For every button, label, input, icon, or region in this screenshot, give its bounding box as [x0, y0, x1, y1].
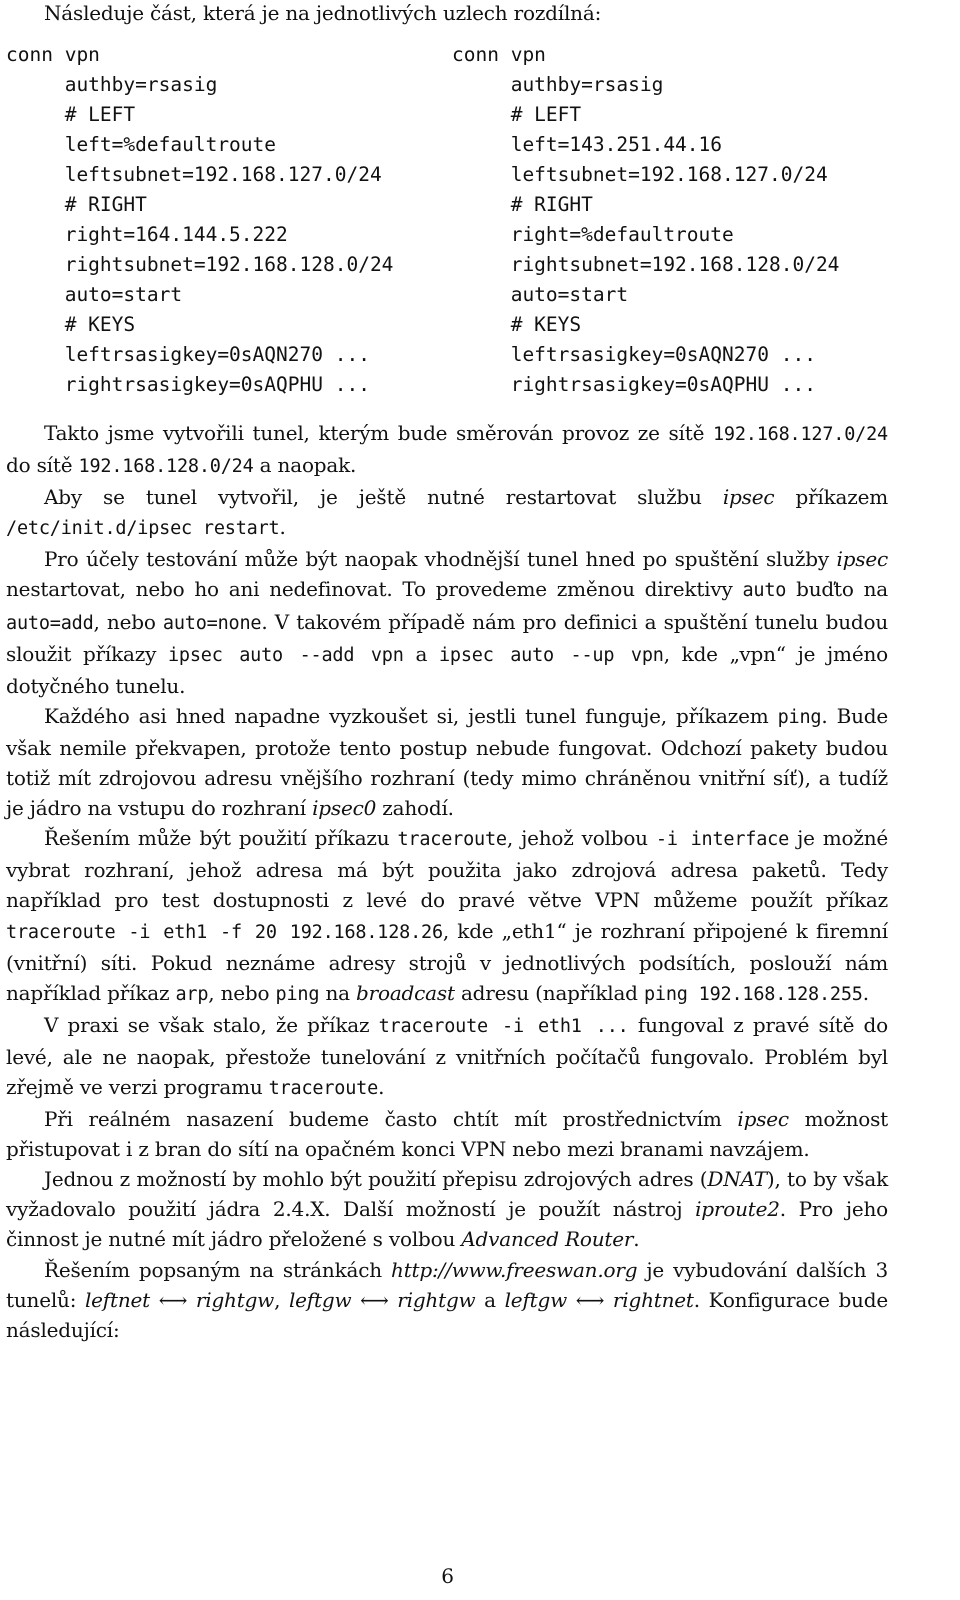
- paragraph-testing: Pro účely testování může být naopak vhodnější tunel hned po spuštění služby ipsec nestartovat, nebo ho ani nedefinovat. To provedeme změnou direktivy auto buďto na auto=add, nebo auto=none. V takovém případě nám pro definici a spuštění tunelu budou sloužit příkazy ipsec auto --add vpn a ipsec auto --up vpn, kde „vpn“ je jméno dotyčného tunelu.: [6, 547, 888, 698]
- paragraph-gateway-access: Při reálném nasazení budeme často chtít mít prostřednictvím ipsec možnost přistupovat i z bran do sítí na opačném konci VPN nebo mezi branami navzájem.: [6, 1107, 889, 1162]
- body-text: [6, 418, 888, 1345]
- paragraph-traceroute: Řešením může být použití příkazu traceroute, jehož volbou -i interface je možné vybrat rozhraní, jehož adresa má být použita jako zdrojová adresa paketů. Tedy například pro test dostupnosti z levé do pravé větve VPN můžeme použít příkaz traceroute -i eth1 -f 20 192.168.128.26, kde „eth1“ je rozhraní připojené k firemní (vnitřní) síti. Pokud neznáme adresy strojů v jednotlivých podsítích, poslouží nám například příkaz arp, nebo ping na broadcast adresu (například ping 192.168.128.255.: [6, 826, 889, 1005]
- config-left-listing: [6, 40, 393, 400]
- config-right-line: # RIGHT: [452, 193, 593, 216]
- config-right-line: rightrsasigkey=0sAQPHU ...: [452, 373, 816, 396]
- paragraph-practice: V praxi se však stalo, že příkaz traceroute -i eth1 ... fungoval z pravé sítě do levé, ale ne naopak, přestože tunelování z vnitřních počítačů fungovalo. Problém byl zřejmě ve verzi programu traceroute.: [6, 1012, 888, 1099]
- paragraph-three-tunnels: Řešením popsaným na stránkách http://www.freeswan.org je vybudování dalších 3 tunelů: leftnet ⟷ rightgw, leftgw ⟷ rightgw a leftgw ⟷ rightnet. Konfigurace bude následující:: [6, 1257, 888, 1342]
- long-arrow-icon: ⟷: [351, 1287, 398, 1312]
- config-left-line: rightsubnet=192.168.128.0/24: [6, 253, 394, 276]
- config-left-line: auto=start: [6, 283, 183, 306]
- paragraph-tunnel-created: Takto jsme vytvořili tunel, kterým bude směrován provoz ze sítě 192.168.127.0/24 do sítě 192.168.128.0/24 a naopak.: [6, 421, 888, 478]
- config-left-line: rightrsasigkey=0sAQPHU ...: [6, 373, 370, 396]
- config-right-line: conn vpn: [452, 43, 546, 66]
- config-left-line: authby=rsasig: [6, 73, 218, 96]
- config-left-line: # KEYS: [6, 313, 136, 336]
- config-right-line: # LEFT: [452, 103, 582, 126]
- config-left-line: right=164.144.5.222: [6, 223, 288, 246]
- config-right-line: auto=start: [452, 283, 629, 306]
- config-right-line: authby=rsasig: [452, 73, 664, 96]
- config-right-line: rightsubnet=192.168.128.0/24: [452, 253, 840, 276]
- config-left-line: # LEFT: [6, 103, 136, 126]
- long-arrow-icon: ⟷: [567, 1287, 613, 1312]
- config-left-line: leftsubnet=192.168.127.0/24: [6, 163, 382, 186]
- long-arrow-icon: ⟷: [150, 1287, 196, 1312]
- config-right-line: leftrsasigkey=0sAQN270 ...: [452, 343, 816, 366]
- paragraph-restart-service: Aby se tunel vytvořil, je ještě nutné restartovat službu ipsec příkazem /etc/init.d/ipsec restart.: [6, 485, 889, 540]
- intro-text: Následuje část, která je na jednotlivých uzlech rozdílná:: [44, 1, 602, 25]
- config-right-line: right=%defaultroute: [452, 223, 734, 246]
- freeswan-url: http://www.freeswan.org: [391, 1257, 638, 1282]
- paragraph-dnat: Jednou z možností by mohlo být použití přepisu zdrojových adres (DNAT), to by však vyžadovalo použití jádra 2.4.X. Další možností je použít nástroj iproute2. Pro jeho činnost je nutné mít jádro přeložené s volbou Advanced Router.: [6, 1167, 888, 1252]
- config-left-line: # RIGHT: [6, 193, 147, 216]
- config-left-line: leftrsasigkey=0sAQN270 ...: [6, 343, 370, 366]
- config-left-line: left=%defaultroute: [6, 133, 277, 156]
- page-number: 6: [441, 1564, 454, 1588]
- config-left-line: conn vpn: [6, 43, 100, 66]
- config-right-line: left=143.251.44.16: [452, 133, 723, 156]
- config-right-line: leftsubnet=192.168.127.0/24: [452, 163, 828, 186]
- paragraph-ping-test: Každého asi hned napadne vyzkoušet si, jestli tunel funguje, příkazem ping. Bude však nemile překvapen, protože tento postup nebude fungovat. Odchozí pakety budou totiž mít zdrojovou adresu vnějšího rozhraní (tedy mimo chráněnou vnitřní síť), a tudíž je jádro na vstupu do rozhraní ipsec0 zahodí.: [6, 703, 889, 821]
- config-right-line: # KEYS: [452, 313, 582, 336]
- config-right-listing: [452, 40, 839, 400]
